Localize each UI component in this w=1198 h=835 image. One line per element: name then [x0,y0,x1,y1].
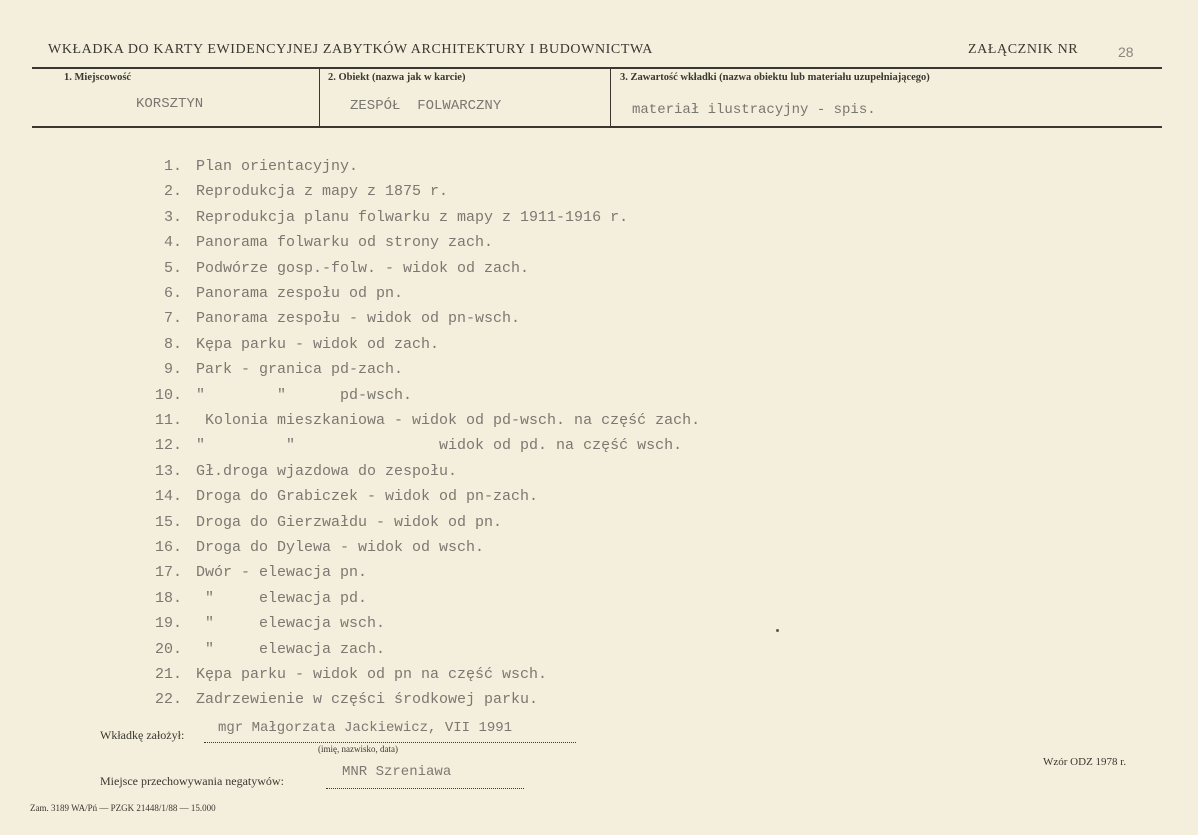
list-item-text: " elewacja pd. [196,589,368,607]
object-label: 2. Obiekt (nazwa jak w karcie) [328,72,466,83]
list-item-text: Park - granica pd-zach. [196,361,404,379]
founder-hint: (imię, nazwisko, data) [318,744,398,754]
list-item [140,514,780,538]
list-item [140,310,780,334]
list-item-text: Reprodukcja z mapy z 1875 r. [196,183,449,201]
list-item-number: 19. [154,615,182,633]
list-item-text: Podwórze gosp.-folw. - widok od zach. [196,259,530,277]
list-item-number: 21. [154,666,182,683]
list-item-number: 13. [154,462,182,480]
list-item [140,260,780,284]
annex-number: 28 [1118,44,1134,60]
list-item-text: Droga do Gierzwałdu - widok od pn. [196,513,503,531]
list-item [140,539,780,563]
print-order: Zam. 3189 WA/Pń — PZGK 21448/1/88 — 15.000 [30,803,216,813]
list-item [140,209,780,233]
list-item-number: 22. [154,691,182,709]
negatives-label: Miejsce przechowywania negatywów: [100,774,284,788]
list-item-text: Panorama zespołu od pn. [196,285,404,302]
list-item-number: 8. [163,335,182,353]
list-item [140,615,780,639]
list-item-text: Kępa parku - widok od pn na część wsch. [196,666,548,683]
list-item-number: 4. [163,234,182,252]
list-item-number: 16. [154,539,182,556]
list-item [140,158,780,182]
list-item-number: 20. [154,640,182,658]
list-item-number: 1. [163,158,182,175]
content-value: materiał ilustracyjny - spis. [632,102,876,118]
form-template-label: Wzór ODZ 1978 r. [1043,756,1127,768]
list-item-text: Kępa parku - widok od zach. [196,335,440,353]
list-item-number: 12. [154,437,182,455]
list-item-text: " elewacja zach. [196,640,386,658]
list-item-number: 7. [163,310,182,328]
list-item-text: Droga do Dylewa - widok od wsch. [196,539,485,556]
paper-mark [776,629,779,632]
annex-label: ZAŁĄCZNIK NR [968,42,1079,57]
list-item-text: Gł.droga wjazdowa do zespołu. [196,462,458,480]
founder-value: mgr Małgorzata Jackiewicz, VII 1991 [218,720,513,736]
list-item-number: 10. [154,386,182,404]
object-value: ZESPÓŁ FOLWARCZNY [350,98,502,114]
list-item-number: 3. [163,208,182,226]
list-item-number: 15. [154,513,182,531]
list-item [140,361,780,385]
list-item-text: " " pd-wsch. [196,386,413,404]
form-title: WKŁADKA DO KARTY EWIDENCYJNEJ ZABYTKÓW ARCHITEKTURY I BUDOWNICTWA [48,42,653,57]
list-item-text: Reprodukcja planu folwarku z mapy z 1911-1916 r. [196,208,629,226]
locality-value: KORSZTYN [136,96,204,112]
list-item-number: 14. [154,488,182,506]
list-item-number: 18. [154,589,182,607]
list-item [140,183,780,207]
list-item [140,564,780,588]
field-separator-2 [610,69,611,126]
field-separator-1 [319,69,320,126]
founder-label: Wkładkę założył: [100,728,185,742]
list-item [140,234,780,258]
list-item-number: 2. [163,183,182,201]
list-item-number: 11. [154,412,182,429]
list-item-text: Plan orientacyjny. [196,158,359,175]
list-item-number: 6. [163,285,182,302]
list-item-text: " " widok od pd. na część wsch. [196,437,683,455]
header-rule-top [32,67,1162,69]
list-item [140,437,780,461]
list-item [140,488,780,512]
header-rule-bottom [32,126,1162,128]
list-item [140,463,780,487]
list-item-text: " elewacja wsch. [196,615,386,633]
list-item-text: Panorama folwarku od strony zach. [196,234,494,252]
list-item [140,285,780,309]
list-item [140,641,780,665]
list-item-text: Panorama zespołu - widok od pn-wsch. [196,310,521,328]
list-item-text: Zadrzewienie w części środkowej parku. [196,691,539,709]
list-item-number: 17. [154,564,182,582]
list-item-number: 9. [163,361,182,379]
negatives-line [326,788,524,789]
list-item [140,590,780,614]
list-item-text: Dwór - elewacja pn. [196,564,368,582]
list-item [140,387,780,411]
list-item [140,666,780,690]
list-item [140,691,780,715]
content-label: 3. Zawartość wkładki (nazwa obiektu lub materiału uzupełniającego) [620,72,930,83]
list-item-text: Kolonia mieszkaniowa - widok od pd-wsch. na część zach. [196,412,701,429]
negatives-value: MNR Szreniawa [342,764,452,780]
list-item-text: Droga do Grabiczek - widok od pn-zach. [196,488,539,506]
list-item [140,336,780,360]
founder-line [204,742,576,743]
locality-label: 1. Miejscowość [64,72,132,83]
list-item [140,412,780,436]
list-item-number: 5. [163,259,182,277]
